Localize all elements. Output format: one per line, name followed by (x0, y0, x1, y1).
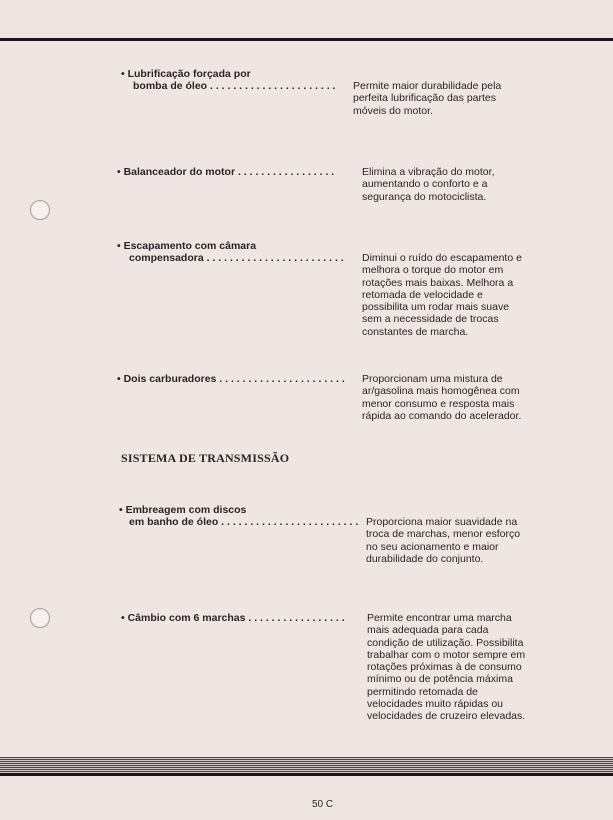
binder-hole-top (30, 200, 50, 220)
feature-description: Proporcionam uma mistura de ar/gasolina mais homogênea com menor consumo e resposta mais rápida ao comando do acelerador. (362, 373, 522, 422)
section-heading: SISTEMA DE TRANSMISSÃO (121, 451, 290, 465)
top-rule (0, 38, 613, 41)
feature-description: Diminui o ruído do escapamento e melhora o torque do motor em rotações mais baixas. Melhora a retomada de velocidade e possibilita um rodar mais suave sem a necessidade de trocas constantes de marcha. (362, 252, 522, 338)
bottom-rule (0, 773, 613, 776)
feature-description: Permite encontrar uma marcha mais adequada para cada condição de utilização. Possibilita trabalhar com o motor sempre em rotações próximas à de consumo mínimo ou de potência máxima permitindo retomada de velocidades muito rápidas ou velocidades de cruzeiro elevadas. (367, 612, 526, 723)
feature-description: Proporciona maior suavidade na troca de marchas, menor esforço no seu acionamento e maior durabilidade do conjunto. (366, 516, 521, 565)
feature-label: • Escapamento com câmara compensadora . . . . . . . . . . . . . . . . . . . . . . . . (117, 240, 344, 264)
bottom-stripe-band (0, 757, 613, 773)
binder-hole-bottom (30, 608, 50, 628)
feature-label: • Lubrificação forçada por bomba de óleo . . . . . . . . . . . . . . . . . . . . . . (121, 68, 336, 92)
feature-label: • Dois carburadores . . . . . . . . . . . . . . . . . . . . . . (117, 373, 345, 385)
feature-label: • Balanceador do motor . . . . . . . . . . . . . . . . . (117, 166, 335, 178)
page-number: 50 C (312, 799, 334, 810)
feature-description: Elimina a vibração do motor, aumentando o conforto e a segurança do motociclista. (362, 166, 495, 203)
feature-label: • Câmbio com 6 marchas . . . . . . . . . . . . . . . . . (121, 612, 345, 624)
feature-description: Permite maior durabilidade pela perfeita lubrificação das partes móveis do motor. (353, 80, 502, 117)
feature-label: • Embreagem com discos em banho de óleo . . . . . . . . . . . . . . . . . . . . . . . . (119, 504, 359, 528)
